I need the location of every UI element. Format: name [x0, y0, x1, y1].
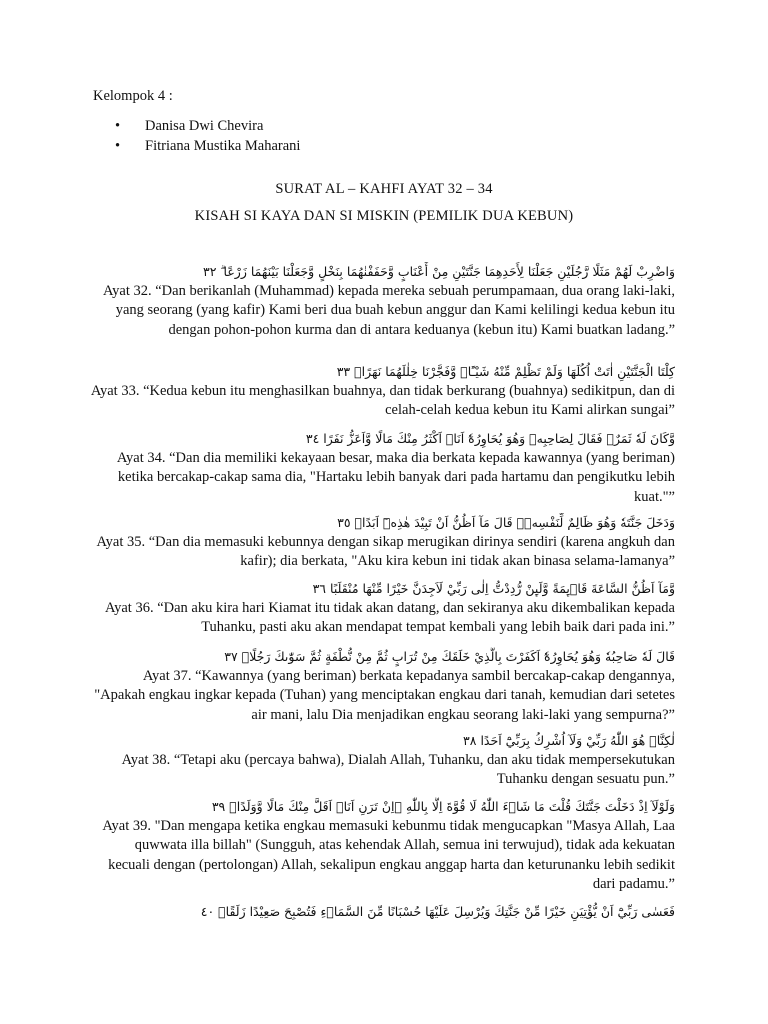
group-label: Kelompok 4 : [93, 88, 173, 104]
bullet-icon: • [115, 118, 121, 134]
arabic-text: وَلَوْلَآ اِذْ دَخَلْتَ جَنَّتَكَ قُلْتَ مَا شَاۤءَ اللّٰهُ لَا قُوَّةَ اِلَّا بِاللّٰهِ ۚاِنْ تَرَنِ اَنَا۠ اَقَلَّ مِنْكَ مَالًا وَّوَلَدًاۚ ٣٩ [211, 799, 675, 814]
translation-text: Ayat 32. “Dan berikanlah (Muhammad) kepada mereka sebuah perumpamaan, dua orang laki-laki, yang seorang (yang kafir) Kami beri dua buah kebun anggur dan Kami kelilingi kedua kebun itu dengan pohon-pohon kurma dan di antara keduanya (kebun itu) Kami buatkan ladang.” [103, 283, 675, 338]
member-name: Fitriana Mustika Maharani [145, 138, 301, 154]
verse-38 [90, 731, 675, 790]
translation-text: Ayat 34. “Dan dia memiliki kekayaan besar, maka dia berkata kepada kawannya (yang beriman) ketika bercakap-cakap sama dia, "Hartaku lebih banyak dari pada hartamu dan pengikutku lebih kuat."” [116, 450, 675, 505]
arabic-text: فَعَسٰى رَبِّيْٓ اَنْ يُّؤْتِيَنِ خَيْرًا مِّنْ جَنَّتِكَ وَيُرْسِلَ عَلَيْهَا حُسْبَانًا مِّنَ السَّمَاۤءِ فَتُصْبِحَ صَعِيْدًا زَلَقًاۙ ٤٠ [200, 904, 675, 919]
bullet-icon: • [115, 138, 121, 154]
verse-33 [90, 362, 675, 421]
arabic-text: وَدَخَلَ جَنَّتَهٗ وَهُوَ ظَالِمٌ لِّنَفْسِهٖۚ قَالَ مَآ اَظُنُّ اَنْ تَبِيْدَ هٰذِهٖٓ اَبَدًاۙ ٣٥ [337, 515, 675, 530]
arabic-text: قَالَ لَهٗ صَاحِبُهٗ وَهُوَ يُحَاوِرُهٗٓ اَكَفَرْتَ بِالَّذِيْ خَلَقَكَ مِنْ تُرَابٍ ثُمَّ مِنْ نُّطْفَةٍ ثُمَّ سَوّٰىكَ رَجُلًاۗ ٣٧ [224, 649, 675, 664]
verse-32 [90, 262, 675, 340]
document-subtitle: KISAH SI KAYA DAN SI MISKIN (PEMILIK DUA KEBUN) [194, 208, 574, 224]
verse-37 [90, 647, 675, 725]
arabic-text: وَّكَانَ لَهٗ ثَمَرٌۚ فَقَالَ لِصَاحِبِهٖ وَهُوَ يُحَاوِرُهٗٓ اَنَا۠ اَكْثَرُ مِنْكَ مَالًا وَّاَعَزُّ نَفَرًا ٣٤ [305, 431, 675, 446]
translation-text: Ayat 33. “Kedua kebun itu menghasilkan buahnya, dan tidak berkurang (buahnya) sedikitpun, dan di celah-celah kedua kebun itu Kami alirkan sungai” [90, 383, 675, 419]
arabic-text: وَّمَآ اَظُنُّ السَّاعَةَ قَاۤىِٕمَةً وَّلَىِٕنْ رُّدِدْتُّ اِلٰى رَبِّيْ لَاَجِدَنَّ خَيْرًا مِّنْهَا مُنْقَلَبًا ٣٦ [312, 581, 675, 596]
verse-40 [90, 902, 675, 922]
arabic-text: وَاضْرِبْ لَهُمْ مَثَلًا رَّجُلَيْنِ جَعَلْنَا لِأَحَدِهِمَا جَنَّتَيْنِ مِنْ أَعْنَابٍ وَّحَفَفْنٰهُمَا بِنَخْلٍ وَّجَعَلْنَا بَيْنَهُمَا زَرْعًا ۗ ٣٢ [203, 264, 675, 279]
document-title: SURAT AL – KAHFI AYAT 32 – 34 [275, 181, 493, 197]
verse-39 [90, 797, 675, 895]
translation-text: Ayat 36. “Dan aku kira hari Kiamat itu tidak akan datang, dan sekiranya aku dikembalikan kepada Tuhanku, pasti aku akan mendapat tempat kembali yang lebih baik dari pada ini.” [104, 600, 675, 636]
verse-36 [90, 579, 675, 638]
list-item [93, 136, 300, 156]
verse-35 [90, 513, 675, 572]
arabic-text: كِلْتَا الْجَنَّتَيْنِ اٰتَتْ اُكُلَهَا وَلَمْ تَظْلِمْ مِّنْهُ شَيْـًٔاۙ وَّفَجَّرْنَا خِلٰلَهُمَا نَهَرًاۙ ٣٣ [336, 364, 675, 379]
member-list [93, 116, 300, 156]
translation-text: Ayat 37. “Kawannya (yang beriman) berkata kepadanya sambil bercakap-cakap dengannya, "Apakah engkau ingkar kepada (Tuhan) yang menciptakan engkau dari tanah, kemudian dari setetes air mani, lalu Dia menjadikan engkau seorang laki-laki yang sempurna?” [94, 668, 675, 723]
list-item [93, 116, 300, 136]
member-name: Danisa Dwi Chevira [145, 118, 264, 134]
arabic-text: لٰكِنَّا۠ هُوَ اللّٰهُ رَبِّيْ وَلَآ اُشْرِكُ بِرَبِّيْٓ اَحَدًا ٣٨ [463, 733, 675, 748]
translation-text: Ayat 38. “Tetapi aku (percaya bahwa), Dialah Allah, Tuhanku, dan aku tidak mempersekutukan Tuhanku dengan sesuatu pun.” [121, 752, 675, 788]
verse-34 [90, 429, 675, 507]
translation-text: Ayat 35. “Dan dia memasuki kebunnya dengan sikap merugikan dirinya sendiri (karena angkuh dan kafir); dia berkata, "Aku kira kebun ini tidak akan binasa selama-lamanya” [96, 534, 675, 570]
translation-text: Ayat 39. "Dan mengapa ketika engkau memasuki kebunmu tidak mengucapkan "Masya Allah, Laa quwwata illa billah" (Sungguh, atas kehendak Allah, semua ini terwujud), tidak ada kekuatan kecuali dengan (pertolongan) Allah, sekalipun engkau anggap harta dan keturunanku lebih sedikit dari padamu.” [102, 818, 675, 893]
